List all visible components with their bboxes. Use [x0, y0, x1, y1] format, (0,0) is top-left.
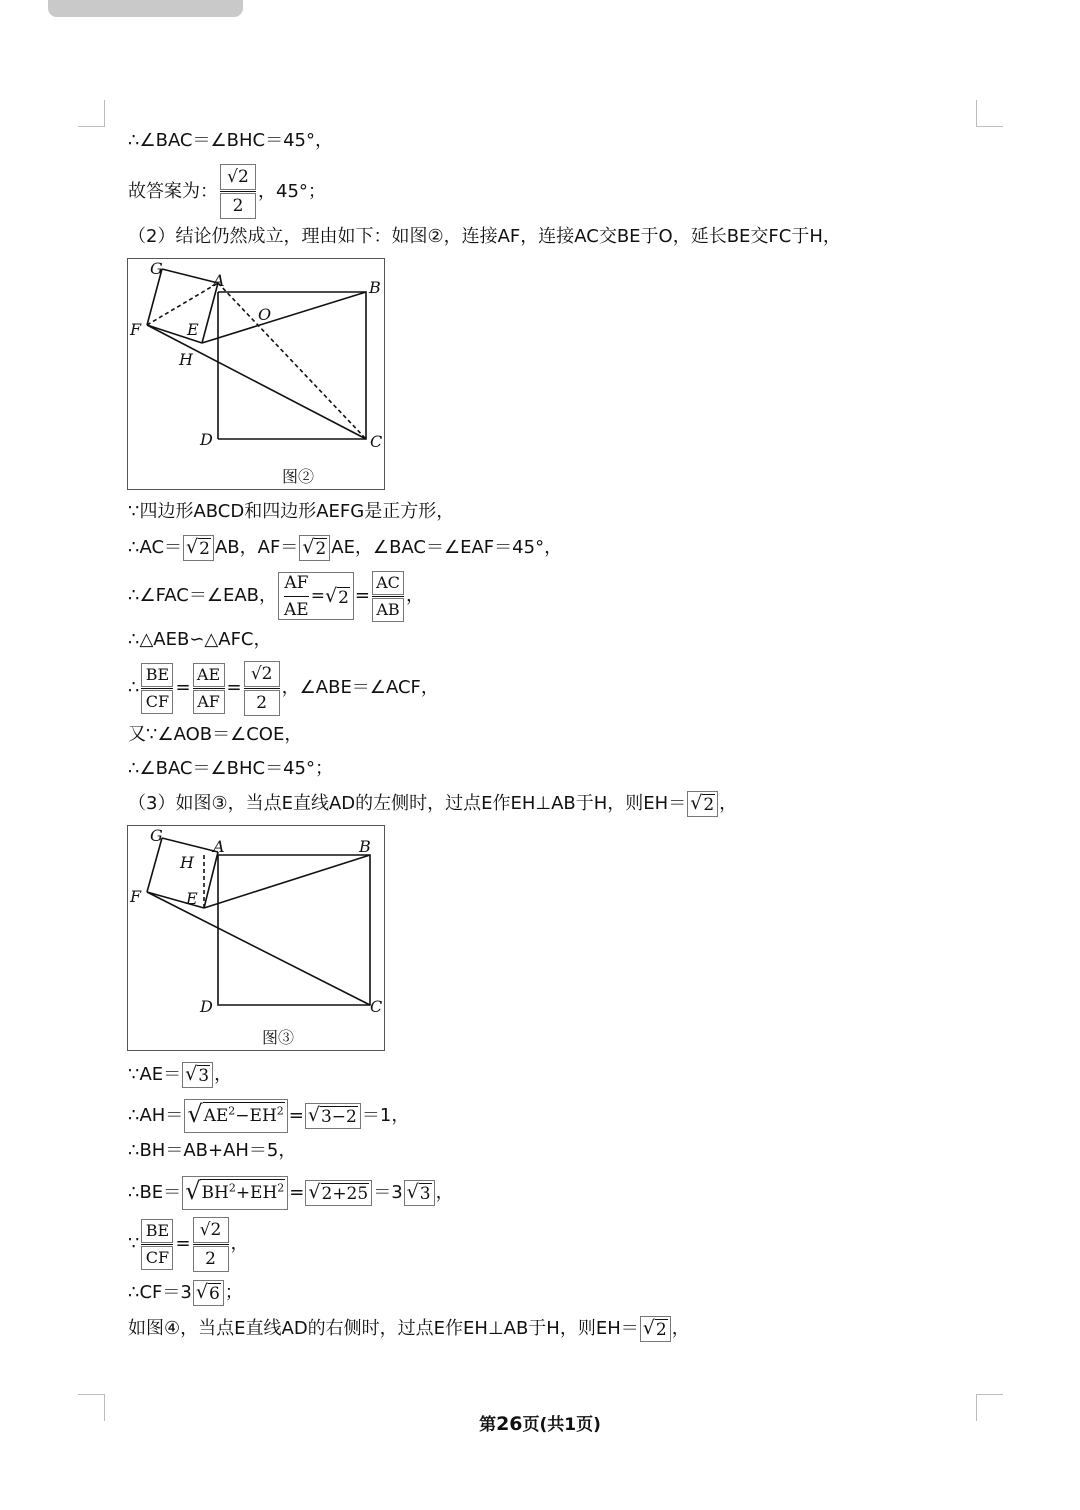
text-line-13: ∴AH＝ √ $AE^2-EH^2$ = √ 3−2 ＝1， — [128, 1098, 409, 1134]
text-line-15: ∴BE＝ √ $BH^2+EH^2$ = √ 2+25 ＝3 √ 3 ， — [128, 1175, 454, 1211]
sqrt-2-box: √ 2 — [183, 535, 214, 561]
text-line-12: ∵AE＝ √ 3 ， — [128, 1063, 233, 1086]
fraction-sqrt2-over-2: $\frac{√2}{2}$ — [244, 661, 280, 716]
dashed-ac — [218, 283, 366, 439]
label-b: B — [369, 278, 381, 297]
label-d: D — [200, 997, 213, 1016]
label-o: O — [258, 305, 272, 324]
sqrt-ae2-minus-eh2-box: √ $AE^2-EH^2$ — [184, 1099, 287, 1133]
square-abcd-edges — [218, 292, 366, 439]
text-line-6: ∴∠FAC＝∠EAB， $\frac{AF}{AE}$ = √ 2 = $\frac{AC}{AB}$ ， — [128, 572, 424, 620]
figure-2-diagram — [128, 259, 384, 489]
figure-3 — [127, 825, 385, 1051]
label-g: G — [150, 259, 163, 278]
text-line-1: ∴∠BAC＝∠BHC＝45°， — [128, 130, 333, 151]
sqrt-2-box: √ 2 — [687, 791, 718, 817]
text-line-4: ∵四边形ABCD和四边形AEFG是正方形， — [128, 501, 455, 522]
segment-be — [202, 292, 366, 343]
label-h: H — [179, 350, 193, 369]
page-number: 26 — [496, 1413, 523, 1435]
text-line-7: ∴△AEB∽△AFC， — [128, 629, 272, 650]
figure-2 — [127, 258, 385, 490]
sqrt-6-box: √ 6 — [193, 1280, 224, 1306]
fraction-sqrt2-over-2: $\frac{√2}{2}$ — [193, 1217, 229, 1272]
edge-ae — [202, 283, 218, 343]
sqrt-3-minus-2-box: √ 3−2 — [305, 1103, 361, 1129]
edge-ga — [162, 269, 218, 283]
text-line-14: ∴BH＝AB+AH＝5， — [128, 1140, 297, 1161]
text-line-17: ∴CF＝3 √ 6 ； — [128, 1281, 243, 1304]
crop-mark-top-right — [976, 100, 1003, 127]
label-e: E — [186, 889, 198, 908]
text-line-16: ∵ $\frac{BE}{CF}$ = $\frac{√2}{2}$ ， — [128, 1218, 249, 1270]
label-b: B — [359, 837, 371, 856]
dashed-af — [147, 283, 218, 325]
label-d: D — [200, 430, 213, 449]
label-c: C — [370, 432, 383, 451]
figure-2-caption: 图② — [281, 467, 315, 486]
fraction-ae-over-af: $\frac{AE}{AF}$ — [193, 663, 225, 714]
crop-mark-top-left — [78, 100, 105, 127]
sqrt-3-box: √ 3 — [182, 1062, 213, 1088]
text-line-9: 又∵∠AOB＝∠COE， — [128, 724, 303, 745]
text-line-5: ∴AC＝ √ 2 AB，AF＝ √ 2 AE，∠BAC＝∠EAF＝45°， — [128, 536, 563, 559]
label-a: A — [213, 271, 225, 290]
label-f: F — [130, 320, 142, 339]
fraction-be-over-cf: $\frac{BE}{CF}$ — [141, 663, 173, 714]
label-h: H — [180, 853, 194, 872]
sqrt-bh2-plus-eh2-box: √ $BH^2+EH^2$ — [182, 1176, 288, 1210]
text-line-2: 故答案为： $\frac{√2}{2}$ ，45°； — [128, 164, 326, 219]
label-c: C — [370, 997, 383, 1016]
figure-3-diagram — [128, 826, 384, 1050]
segment-fc — [147, 325, 366, 439]
segment-fc — [147, 892, 370, 1005]
sqrt-2-box: √ 2 — [299, 535, 330, 561]
fraction-be-over-cf: $\frac{BE}{CF}$ — [141, 1219, 173, 1270]
fraction-ac-over-ab: $\frac{AC}{AB}$ — [372, 571, 404, 622]
figure-3-caption: 图③ — [261, 1028, 295, 1047]
sqrt-2-box: √ 2 — [640, 1316, 671, 1342]
sqrt-3-box: √ 3 — [404, 1180, 435, 1206]
text-line-8: ∴ $\frac{BE}{CF}$ = $\frac{AE}{AF}$ = $\frac{√2}{2}$ ，∠ABE＝∠ACF， — [128, 662, 439, 714]
text-line-18: 如图④，当点E直线AD的右侧时，过点E作EH⊥AB于H，则EH＝ √ 2 ， — [128, 1317, 690, 1340]
label-f: F — [130, 887, 142, 906]
segment-be — [204, 855, 370, 908]
label-a: A — [213, 837, 225, 856]
text-line-10: ∴∠BAC＝∠BHC＝45°； — [128, 758, 333, 779]
text-line-11: （3）如图③，当点E直线AD的左侧时，过点E作EH⊥AB于H，则EH＝ √ 2 ， — [128, 792, 738, 815]
label-e: E — [187, 320, 199, 339]
label-g: G — [150, 826, 163, 845]
ratio-af-ae-box: $\frac{AF}{AE}$ = √ 2 — [278, 572, 354, 620]
edge-gf — [147, 838, 162, 892]
edge-ae — [204, 852, 218, 908]
sqrt-2-plus-25-box: √ 2+25 — [305, 1180, 372, 1206]
edge-ga — [162, 838, 218, 852]
fraction-sqrt2-over-2: $\frac{√2}{2}$ — [220, 164, 256, 219]
page-footer: 第26页(共1页) — [479, 1413, 601, 1435]
square-abcd-edges — [218, 855, 370, 1005]
text-line-3: （2）结论仍然成立，理由如下：如图②，连接AF，连接AC交BE于O，延长BE交FC于H， — [128, 226, 841, 247]
top-tab — [48, 0, 243, 17]
